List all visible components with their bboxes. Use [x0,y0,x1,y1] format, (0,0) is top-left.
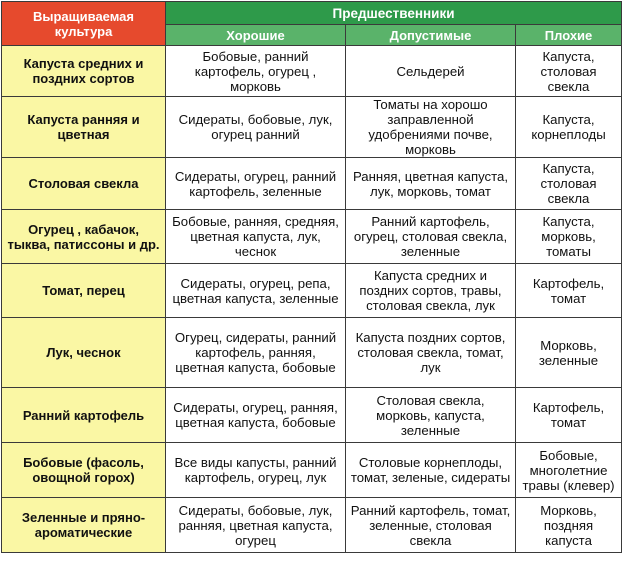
table-row [2,264,622,318]
good-cell: Сидераты, бобовые, лук, ранняя, цветная капуста, огурец [166,498,346,553]
bad-cell: Морковь, поздняя капуста [516,498,622,553]
header-predecessors: Предшественники [166,2,622,25]
table-row [2,46,622,97]
acceptable-cell: Капуста поздних сортов, столовая свекла, томат, лук [346,318,516,388]
crop-cell: Томат, перец [2,264,166,318]
crop-cell: Огурец , кабачок, тыква, патиссоны и др. [2,210,166,264]
crop-cell: Ранний картофель [2,388,166,443]
bad-cell: Капуста, столовая свекла [516,158,622,210]
crop-cell: Столовая свекла [2,158,166,210]
crop-cell: Капуста ранняя и цветная [2,97,166,158]
header-bad: Плохие [516,25,622,46]
table-row [2,210,622,264]
bad-cell: Картофель, томат [516,388,622,443]
table-row [2,318,622,388]
bad-cell: Капуста, столовая свекла [516,46,622,97]
table-row [2,97,622,158]
crop-cell: Зеленные и пряно-ароматические [2,498,166,553]
header-good: Хорошие [166,25,346,46]
good-cell: Сидераты, огурец, ранняя, цветная капуста, бобовые [166,388,346,443]
table-row [2,443,622,498]
good-cell: Сидераты, бобовые, лук, огурец ранний [166,97,346,158]
acceptable-cell: Ранний картофель, томат, зеленные, столовая свекла [346,498,516,553]
acceptable-cell: Ранний картофель, огурец, столовая свекла, зеленные [346,210,516,264]
acceptable-cell: Ранняя, цветная капуста, лук, морковь, томат [346,158,516,210]
good-cell: Бобовые, ранняя, средняя, цветная капуста, лук, чеснок [166,210,346,264]
acceptable-cell: Столовые корнеплоды, томат, зеленые, сидераты [346,443,516,498]
table-row [2,498,622,553]
bad-cell: Морковь, зеленные [516,318,622,388]
good-cell: Все виды капусты, ранний картофель, огурец, лук [166,443,346,498]
bad-cell: Картофель, томат [516,264,622,318]
acceptable-cell: Сельдерей [346,46,516,97]
header-acceptable: Допустимые [346,25,516,46]
crop-cell: Лук, чеснок [2,318,166,388]
acceptable-cell: Столовая свекла, морковь, капуста, зеленные [346,388,516,443]
good-cell: Огурец, сидераты, ранний картофель, ранняя, цветная капуста, бобовые [166,318,346,388]
good-cell: Сидераты, огурец, ранний картофель, зеленные [166,158,346,210]
crop-cell: Бобовые (фасоль, овощной горох) [2,443,166,498]
table-row [2,388,622,443]
bad-cell: Бобовые, многолетние травы (клевер) [516,443,622,498]
acceptable-cell: Капуста средних и поздних сортов, травы, столовая свекла, лук [346,264,516,318]
crop-rotation-table [1,1,622,553]
crop-cell: Капуста средних и поздних сортов [2,46,166,97]
bad-cell: Капуста, корнеплоды [516,97,622,158]
good-cell: Бобовые, ранний картофель, огурец , морковь [166,46,346,97]
good-cell: Сидераты, огурец, репа, цветная капуста, зеленные [166,264,346,318]
bad-cell: Капуста, морковь, томаты [516,210,622,264]
table-row [2,158,622,210]
header-crop: Выращиваемая культура [2,2,166,46]
acceptable-cell: Томаты на хорошо заправленной удобрениями почве, морковь [346,97,516,158]
